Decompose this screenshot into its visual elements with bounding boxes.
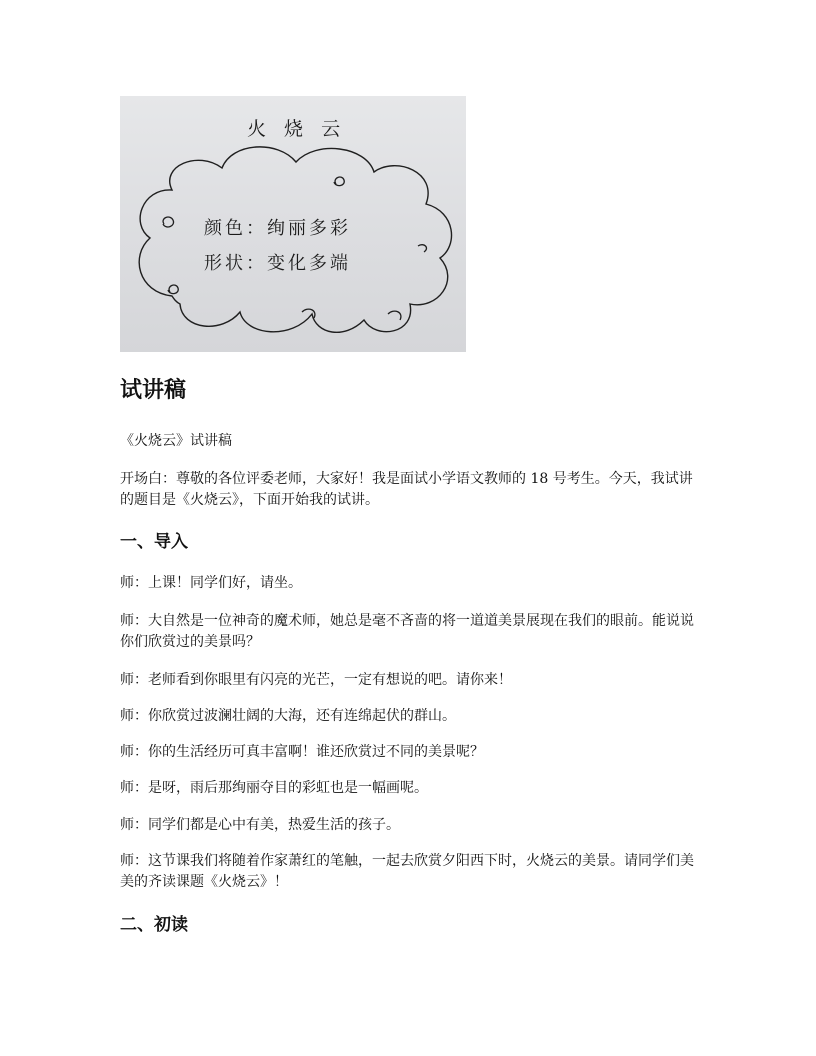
dialogue-line: 师：大自然是一位神奇的魔术师，她总是毫不吝啬的将一道道美景展现在我们的眼前。能说说你们欣赏过的美景吗？ bbox=[120, 613, 694, 650]
photo-color-line: 颜色：绚丽多彩 bbox=[204, 218, 351, 239]
dialogue-line: 师：老师看到你眼里有闪亮的光芒，一定有想说的吧。请你来！ bbox=[120, 672, 512, 688]
dialogue-line: 师：上课！同学们好，请坐。 bbox=[120, 575, 302, 591]
opening-paragraph: 开场白：尊敬的各位评委老师，大家好！我是面试小学语文教师的 18 号考生。今天，我试讲的题目是《火烧云》，下面开始我的试讲。 bbox=[120, 471, 693, 508]
dialogue-line: 师：你欣赏过波澜壮阔的大海，还有连绵起伏的群山。 bbox=[120, 708, 456, 724]
dialogue-line: 师：你的生活经历可真丰富啊！谁还欣赏过不同的美景呢？ bbox=[120, 744, 484, 760]
whiteboard-photo bbox=[120, 96, 466, 352]
photo-title: 火 烧 云 bbox=[247, 118, 347, 140]
dialogue-line: 师：同学们都是心中有美，热爱生活的孩子。 bbox=[120, 817, 400, 833]
photo-shape-line: 形状：变化多端 bbox=[204, 253, 351, 274]
dialogue-line: 师：这节课我们将随着作家萧红的笔触，一起去欣赏夕阳西下时，火烧云的美景。请同学们美美的齐读课题《火烧云》！ bbox=[120, 853, 694, 890]
document-subtitle: 《火烧云》试讲稿 bbox=[120, 433, 232, 449]
section-heading-first-reading: 二、初读 bbox=[120, 915, 188, 935]
document-title: 试讲稿 bbox=[120, 378, 187, 403]
dialogue-line: 师：是呀，雨后那绚丽夺目的彩虹也是一幅画呢。 bbox=[120, 780, 428, 796]
section-heading-intro: 一、导入 bbox=[120, 532, 188, 552]
